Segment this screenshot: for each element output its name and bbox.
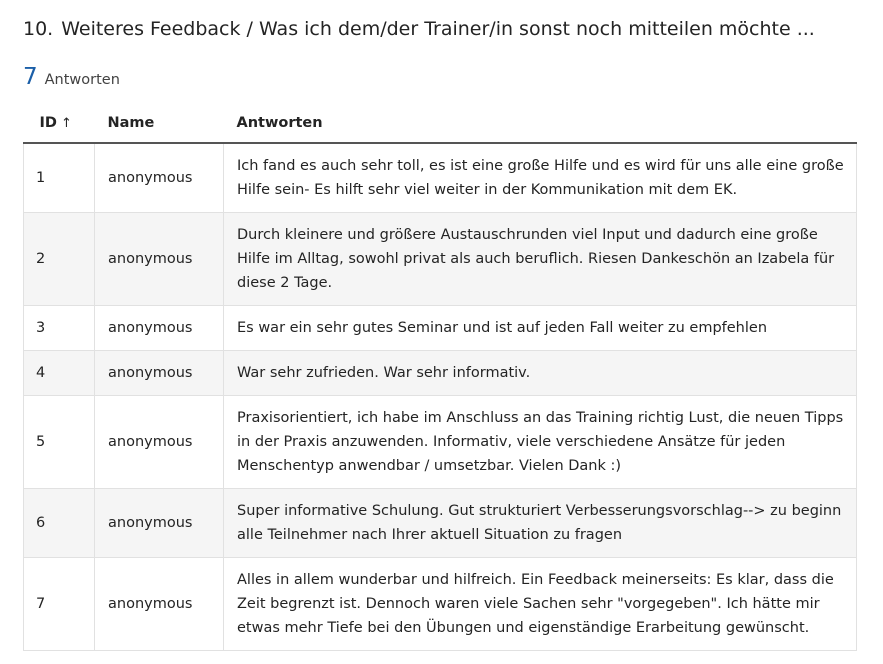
cell-name: anonymous xyxy=(95,558,224,651)
cell-name: anonymous xyxy=(95,143,224,213)
cell-answer: Praxisorientiert, ich habe im Anschluss an das Training richtig Lust, die neuen Tipps in der Praxis anzuwenden. Informativ, viele verschiedene Ansätze für jeden Menschentyp anwendbar / umsetzbar. Vielen Dank :) xyxy=(224,396,857,489)
table-body xyxy=(24,143,857,651)
response-count: 7 xyxy=(23,64,38,90)
responses-table xyxy=(23,104,857,651)
cell-answer: Ich fand es auch sehr toll, es ist eine große Hilfe und es wird für uns alle eine große Hilfe sein- Es hilft sehr viel weiter in der Kommunikation mit dem EK. xyxy=(224,143,857,213)
cell-id: 1 xyxy=(24,143,95,213)
table-row xyxy=(24,351,857,396)
column-header-answers[interactable]: Antworten xyxy=(224,104,857,143)
cell-id: 7 xyxy=(24,558,95,651)
table-row xyxy=(24,306,857,351)
cell-answer: Alles in allem wunderbar und hilfreich. Ein Feedback meinerseits: Es klar, dass die Zeit begrenzt ist. Dennoch waren viele Sachen sehr "vorgegeben". Ich hätte mir etwas mehr Tiefe bei den Übungen und eigenständige Erarbeitung gewünscht. xyxy=(224,558,857,651)
cell-answer: Durch kleinere und größere Austauschrunden viel Input und dadurch eine große Hilfe im Alltag, sowohl privat als auch beruflich. Riesen Dankeschön an Izabela für diese 2 Tage. xyxy=(224,213,857,306)
cell-id: 5 xyxy=(24,396,95,489)
table-header-row xyxy=(24,104,857,143)
arrow-up-icon[interactable]: ↑ xyxy=(60,116,72,131)
cell-name: anonymous xyxy=(95,213,224,306)
cell-name: anonymous xyxy=(95,396,224,489)
cell-answer: Es war ein sehr gutes Seminar und ist auf jeden Fall weiter zu empfehlen xyxy=(224,306,857,351)
table-row xyxy=(24,489,857,558)
cell-id: 3 xyxy=(24,306,95,351)
responses-table-container xyxy=(23,104,857,651)
table-row xyxy=(24,213,857,306)
cell-id: 6 xyxy=(24,489,95,558)
cell-answer: Super informative Schulung. Gut strukturiert Verbesserungsvorschlag--> zu beginn alle Teilnehmer nach Ihrer aktuell Situation zu fragen xyxy=(224,489,857,558)
question-number: 10. xyxy=(23,18,54,40)
cell-name: anonymous xyxy=(95,351,224,396)
column-header-name[interactable]: Name xyxy=(95,104,224,143)
cell-answer: War sehr zufrieden. War sehr informativ. xyxy=(224,351,857,396)
response-count-label: Antworten xyxy=(44,72,120,88)
question-text: Weiteres Feedback / Was ich dem/der Trainer/in sonst noch mitteilen möchte ... xyxy=(61,18,815,40)
cell-id: 4 xyxy=(24,351,95,396)
cell-name: anonymous xyxy=(95,306,224,351)
table-row xyxy=(24,396,857,489)
table-row xyxy=(24,143,857,213)
column-header-id[interactable] xyxy=(24,104,95,143)
cell-id: 2 xyxy=(24,213,95,306)
response-summary xyxy=(23,64,120,94)
column-header-id-label: ID xyxy=(39,115,57,131)
question-title xyxy=(23,16,815,42)
table-row xyxy=(24,558,857,651)
cell-name: anonymous xyxy=(95,489,224,558)
